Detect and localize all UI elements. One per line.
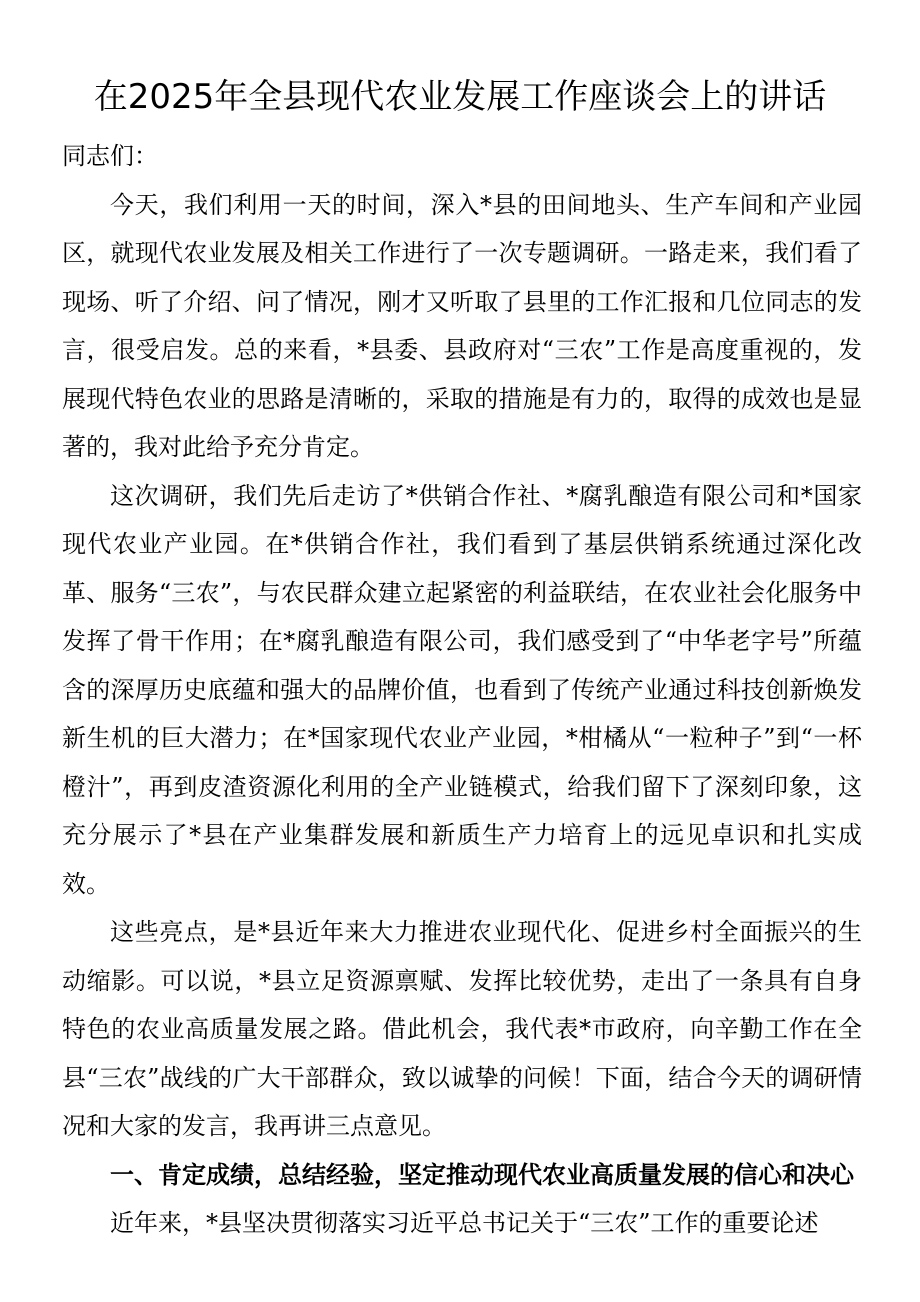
section-paragraph: 近年来，*县坚决贯彻落实习近平总书记关于“三农”工作的重要论述	[110, 1209, 819, 1237]
section-heading: 一、肯定成绩，总结经验，坚定推动现代农业高质量发展的信心和决心	[110, 1160, 854, 1189]
paragraph-intro: 今天，我们利用一天的时间，深入*县的田间地头、生产车间和产业园区，就现代农业发展及相关工作进行了一次专题调研。一路走来，我们看了现场、听了介绍、问了情况，刚才又听取了县里的工作汇报和几位同志的发言，很受启发。总的来看，*县委、县政府对“三农”工作是高度重视的，发展现代特色农业的思路是清晰的，采取的措施是有力的，取得的成效也是显著的，我对此给予充分肯定。	[62, 190, 862, 461]
paragraph-visits: 这次调研，我们先后走访了*供销合作社、*腐乳酿造有限公司和*国家现代农业产业园。在*供销合作社，我们看到了基层供销系统通过深化改革、服务“三农”，与农民群众建立起紧密的利益联结，在农业社会化服务中发挥了骨干作用；在*腐乳酿造有限公司，我们感受到了“中华老字号”所蕴含的深厚历史底蕴和强大的品牌价值，也看到了传统产业通过科技创新焕发新生机的巨大潜力；在*国家现代农业产业园，*柑橘从“一粒种子”到“一杯橙汁”，再到皮渣资源化利用的全产业链模式，给我们留下了深刻印象，这充分展示了*县在产业集群发展和新质生产力培育上的远见卓识和扎实成效。	[62, 481, 862, 898]
salutation: 同志们：	[62, 142, 158, 170]
paragraph-highlights: 这些亮点，是*县近年来大力推进农业现代化、促进乡村全面振兴的生动缩影。可以说，*县立足资源禀赋、发挥比较优势，走出了一条具有自身特色的农业高质量发展之路。借此机会，我代表*市政府，向辛勤工作在全县“三农”战线的广大干部群众，致以诚挚的问候！下面，结合今天的调研情况和大家的发言，我再讲三点意见。	[62, 918, 862, 1140]
document-title: 在2025年全县现代农业发展工作座谈会上的讲话	[93, 77, 827, 117]
document-body	[62, 132, 862, 1248]
